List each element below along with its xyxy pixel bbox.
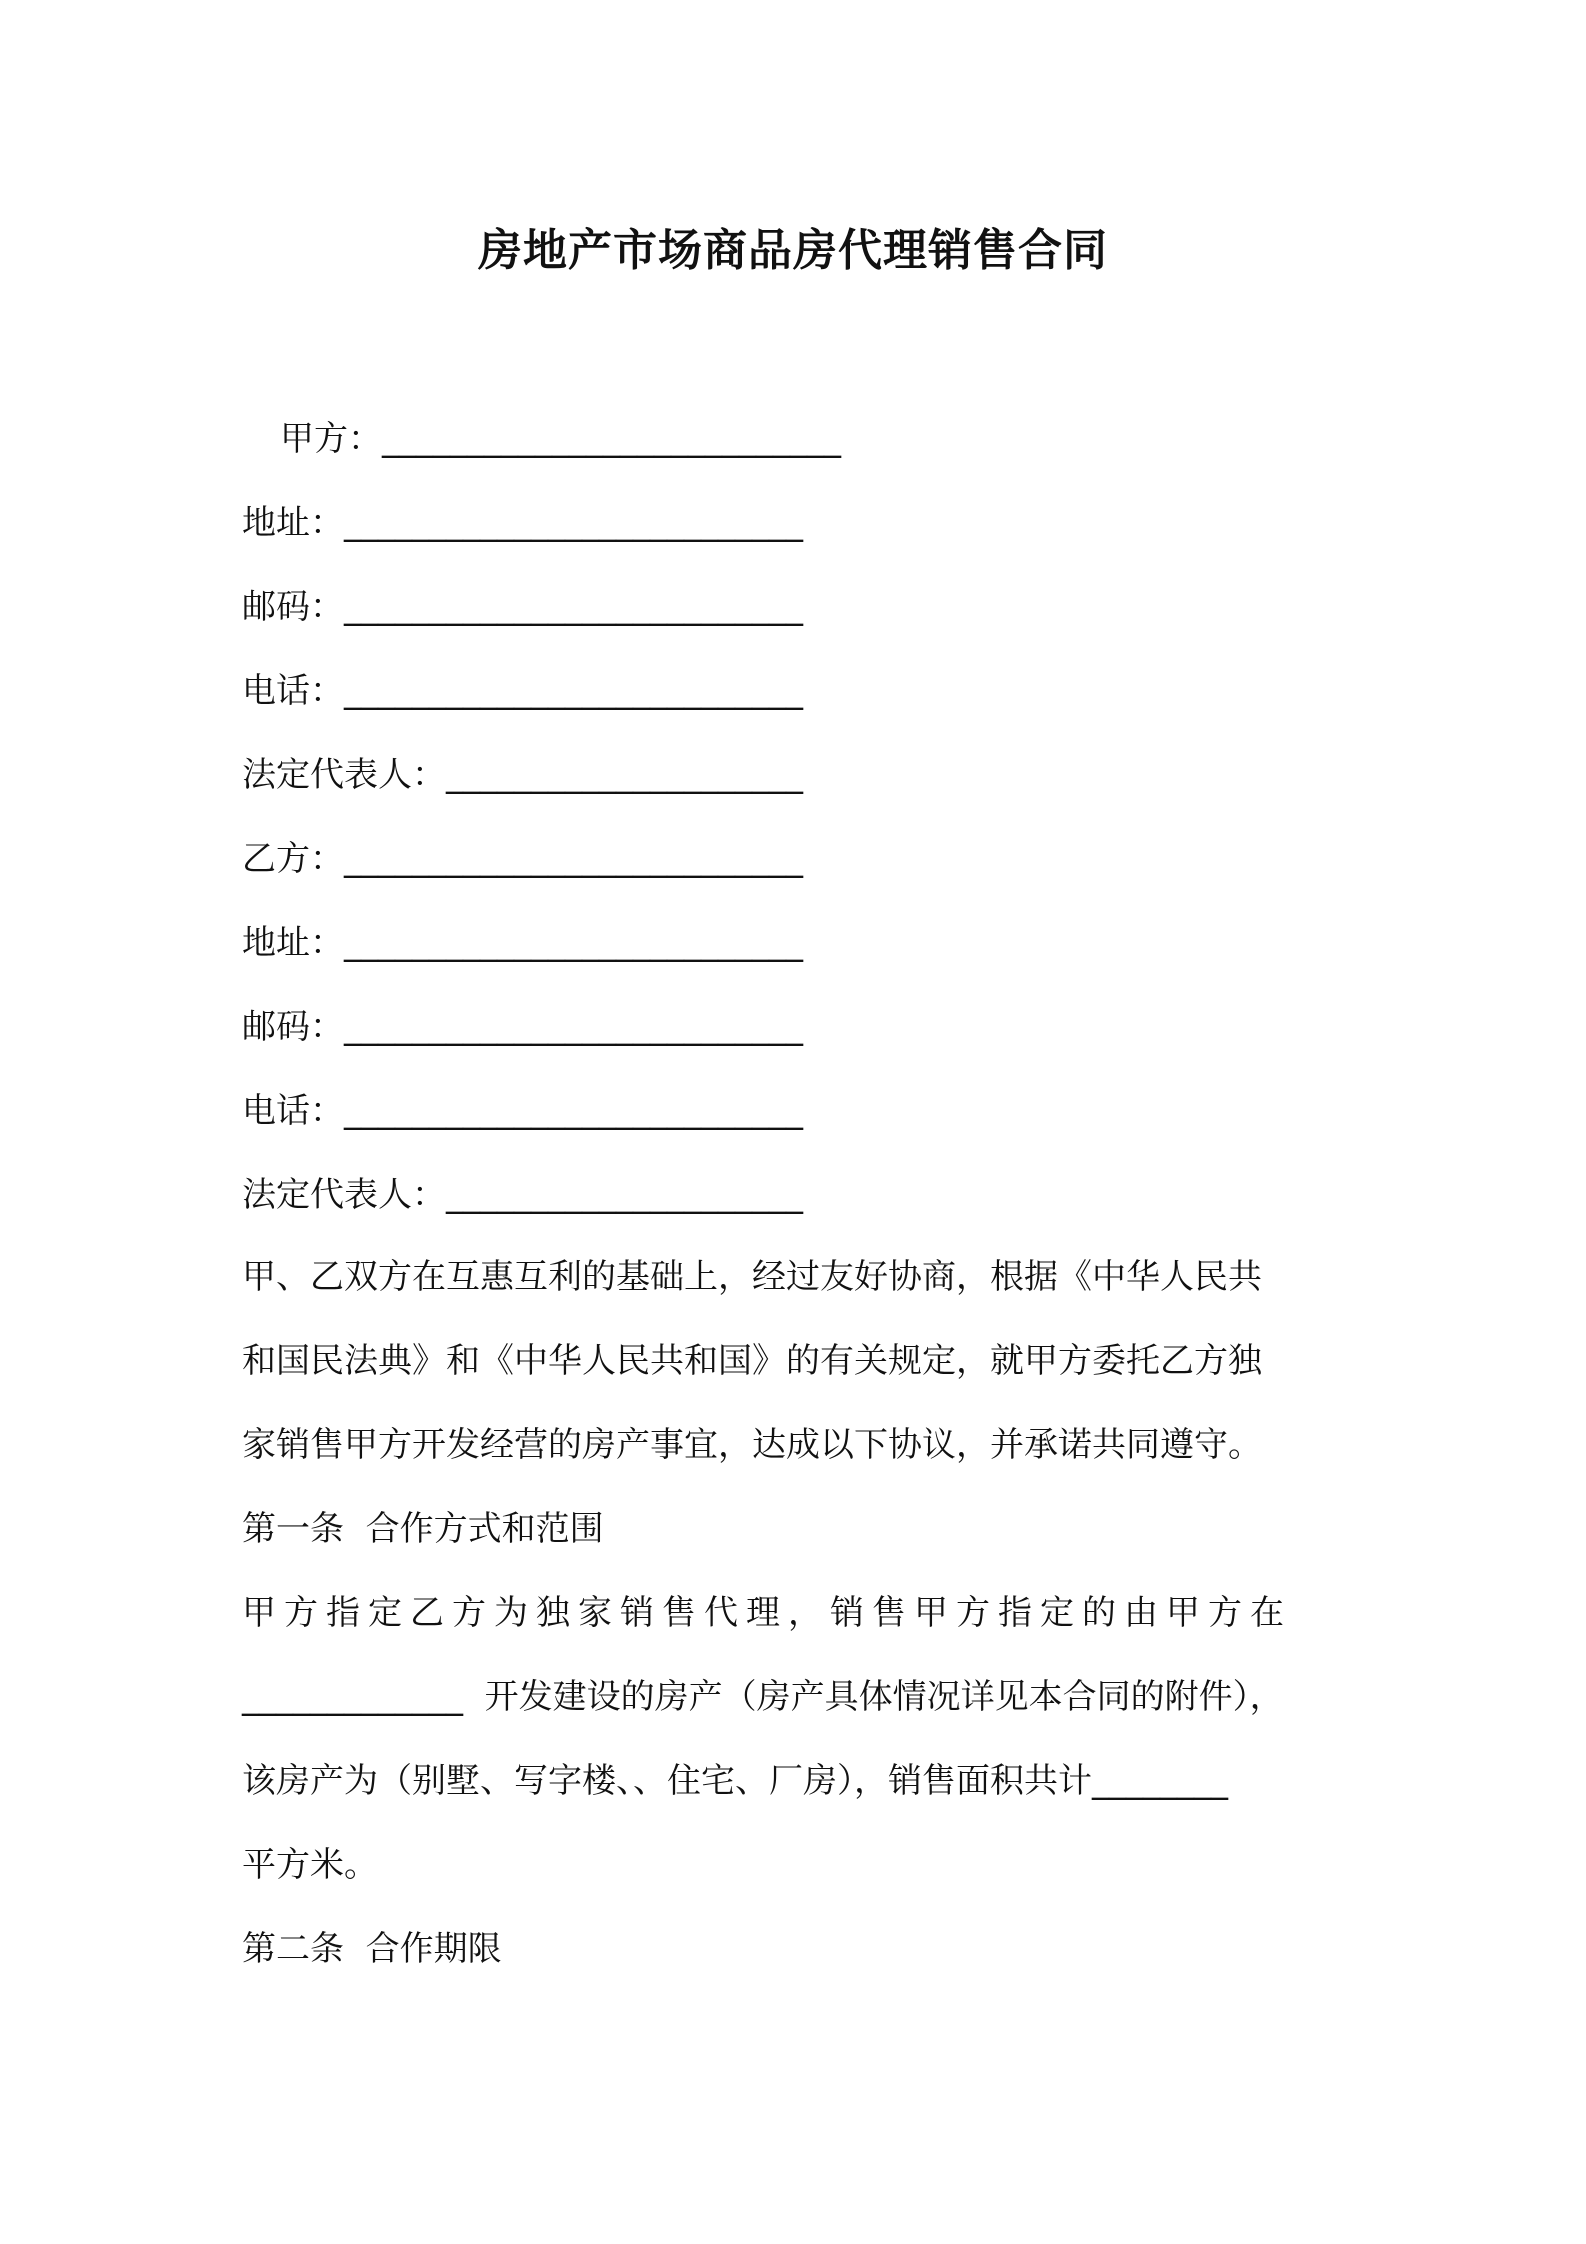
party-b-rep-label: 法定代表人： [242, 1175, 446, 1215]
party-b-name-row [242, 837, 803, 881]
party-b-name-field[interactable]: ___________________________ [344, 839, 803, 879]
party-a-address-label: 地址： [242, 503, 344, 543]
article-1-line: 该房产为（别墅、写字楼、、住宅、厂房），销售面积共计________ [242, 1761, 1228, 1801]
preamble-line: 和国民法典》和《中华人民共和国》的有关规定，就甲方委托乙方独 [242, 1341, 1262, 1381]
party-b-name-label: 乙方： [242, 839, 344, 879]
party-b-phone-field[interactable]: ___________________________ [344, 1091, 803, 1131]
party-b-address-field[interactable]: ___________________________ [344, 923, 803, 963]
party-b-rep-field[interactable]: _____________________ [446, 1175, 803, 1215]
party-a-phone-field[interactable]: ___________________________ [344, 671, 803, 711]
party-a-postcode-label: 邮码： [242, 587, 344, 627]
document-title: 房地产市场商品房代理销售合同 [478, 225, 1108, 276]
party-a-phone-row [242, 669, 803, 713]
party-a-name-field[interactable]: ___________________________ [382, 419, 841, 459]
preamble-line: 家销售甲方开发经营的房产事宜，达成以下协议，并承诺共同遵守。 [242, 1425, 1262, 1465]
party-b-phone-row [242, 1089, 803, 1133]
party-a-postcode-field[interactable]: ___________________________ [344, 587, 803, 627]
party-b-postcode-label: 邮码： [242, 1007, 344, 1047]
party-b-rep-row [242, 1173, 803, 1217]
party-a-address-field[interactable]: ___________________________ [344, 503, 803, 543]
article-1-line: _____________ 开发建设的房产（房产具体情况详见本合同的附件）， [242, 1677, 1284, 1717]
party-a-rep-label: 法定代表人： [242, 755, 446, 795]
party-b-address-row [242, 921, 803, 965]
preamble-line: 甲、乙双方在互惠互利的基础上，经过友好协商，根据《中华人民共 [242, 1257, 1262, 1297]
party-a-name-label: 甲方： [280, 419, 382, 459]
party-a-postcode-row [242, 585, 803, 629]
party-a-rep-field[interactable]: _____________________ [446, 755, 803, 795]
party-b-address-label: 地址： [242, 923, 344, 963]
party-a-rep-row [242, 753, 803, 797]
article-1-line: 甲方指定乙方为独家销售代理，销售甲方指定的由甲方在 [242, 1593, 1292, 1633]
party-b-phone-label: 电话： [242, 1091, 344, 1131]
article-1-line: 平方米。 [242, 1845, 378, 1885]
article-1-heading: 第一条 合作方式和范围 [242, 1509, 604, 1549]
party-a-name-row [280, 417, 841, 461]
party-a-address-row [242, 501, 803, 545]
party-a-phone-label: 电话： [242, 671, 344, 711]
article-2-heading: 第二条 合作期限 [242, 1929, 502, 1969]
party-b-postcode-field[interactable]: ___________________________ [344, 1007, 803, 1047]
party-b-postcode-row [242, 1005, 803, 1049]
